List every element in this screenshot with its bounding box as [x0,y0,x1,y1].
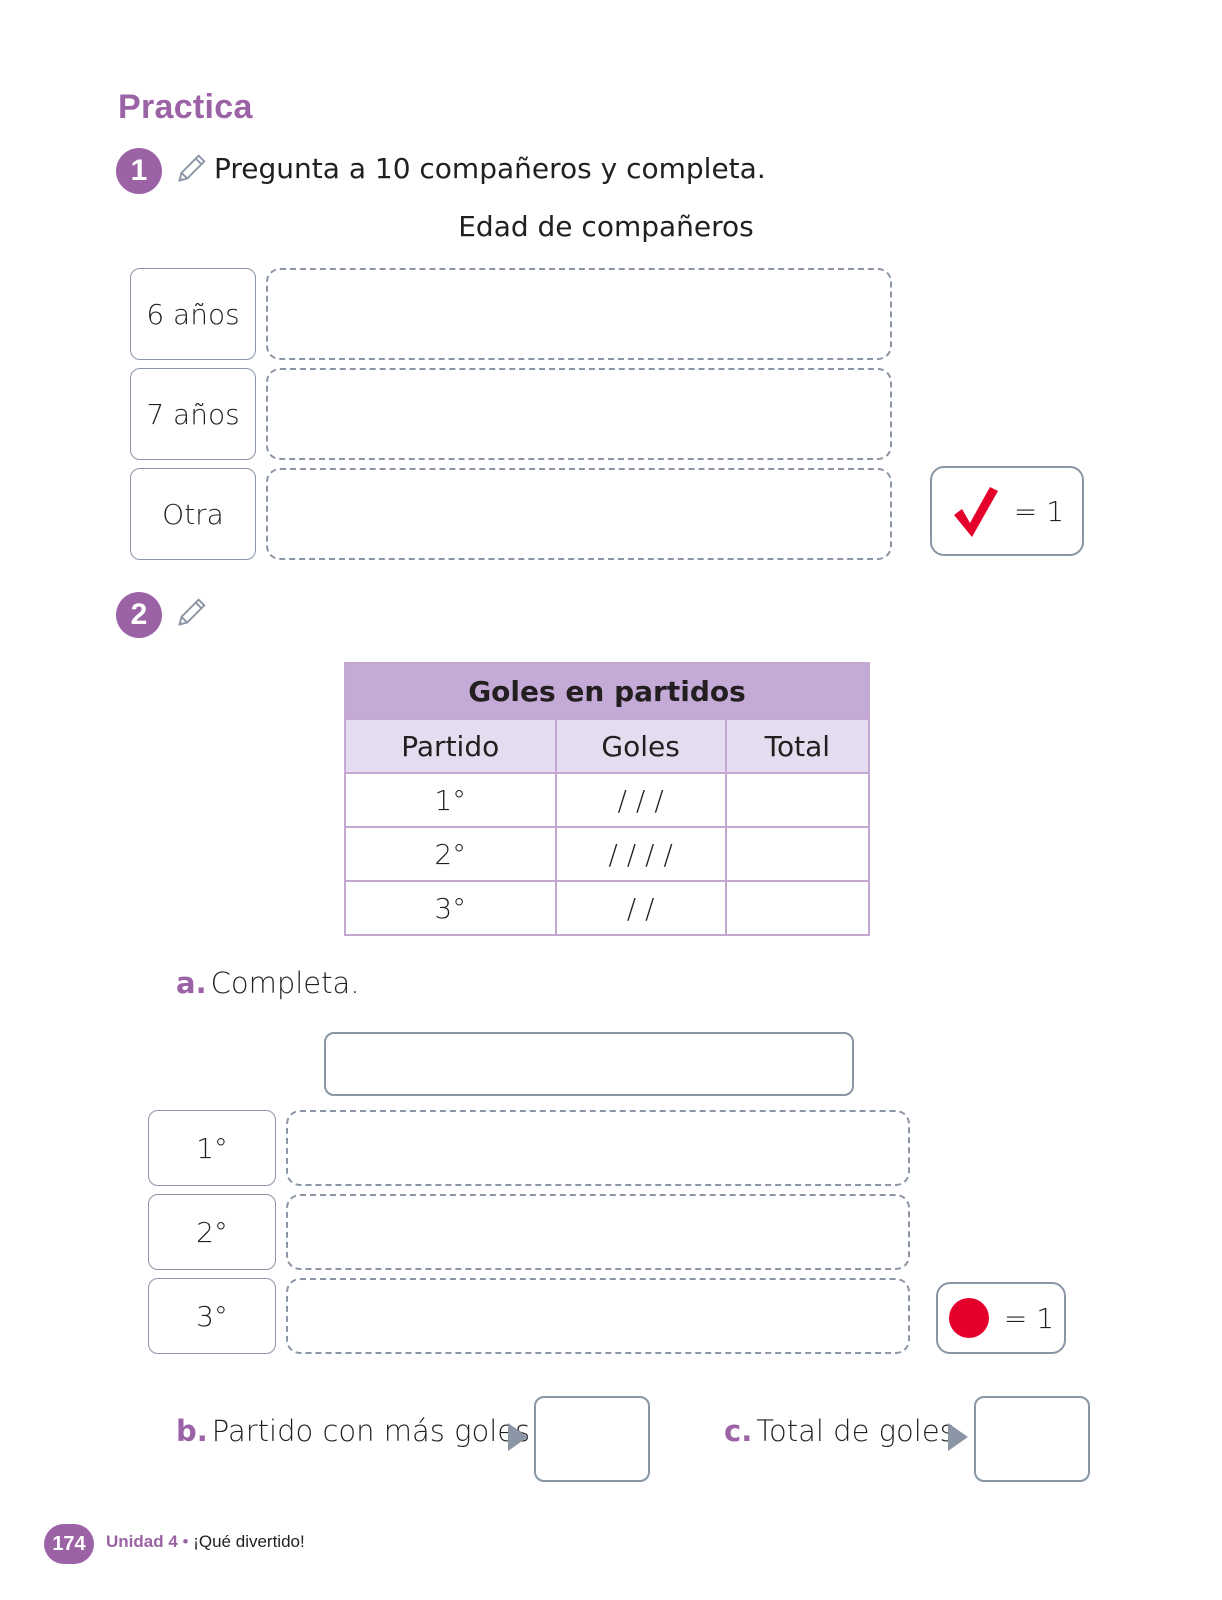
row-label-partido-3: 3° [148,1278,276,1354]
cell-goles: / / [556,881,726,935]
part-b [176,1414,530,1448]
chart-title: Edad de compañeros [458,210,754,243]
page-number-badge: 174 [44,1524,94,1564]
cell-total[interactable] [726,827,869,881]
part-c-answer-box[interactable] [974,1396,1090,1482]
part-b-text: Partido con más goles [211,1414,531,1448]
graph-area-partido-2[interactable] [286,1194,910,1270]
row-label-partido-1: 1° [148,1110,276,1186]
part-a [176,966,360,1000]
check-mark-icon [950,483,1000,539]
part-b-letter: b. [176,1414,208,1448]
activity-2-number: 2 [116,592,162,638]
column-header-goles: Goles [556,719,726,773]
check-legend [930,466,1084,556]
part-c-letter: c. [724,1414,753,1448]
arrow-right-icon [948,1423,968,1451]
cell-total[interactable] [726,881,869,935]
table-row [345,827,869,881]
table-title: Goles en partidos [345,663,869,719]
pencil-icon [172,594,210,632]
part-b-answer-box[interactable] [534,1396,650,1482]
red-dot-icon [948,1297,990,1339]
check-legend-value: = 1 [1013,494,1065,528]
section-title: Practica [118,88,253,126]
activity-1-instruction: Pregunta a 10 compañeros y completa. [214,152,766,185]
row-label-otra: Otra [130,468,256,560]
part-c-text: Total de goles [756,1414,955,1448]
footer-unit-title: ¡Qué divertido! [193,1532,305,1551]
tally-area-7-anos[interactable] [266,368,892,460]
part-a-text: Completa. [210,966,360,1000]
graph-area-partido-3[interactable] [286,1278,910,1354]
footer-separator: • [182,1532,189,1551]
dot-legend [936,1282,1066,1354]
tally-area-6-anos[interactable] [266,268,892,360]
part-c [724,1414,955,1448]
footer-unit: Unidad 4 [106,1532,178,1551]
cell-total[interactable] [726,773,869,827]
row-label-partido-2: 2° [148,1194,276,1270]
graph-title-input[interactable] [324,1032,854,1096]
cell-goles: / / / [556,773,726,827]
row-label-7-anos: 7 años [130,368,256,460]
cell-goles: / / / / [556,827,726,881]
cell-partido: 1° [345,773,556,827]
tally-area-otra[interactable] [266,468,892,560]
goles-table [344,662,870,936]
activity-1-number: 1 [116,148,162,194]
graph-area-partido-1[interactable] [286,1110,910,1186]
column-header-total: Total [726,719,869,773]
footer-unit-info [106,1532,305,1552]
dot-legend-value: = 1 [1003,1301,1055,1335]
row-label-6-anos: 6 años [130,268,256,360]
table-row [345,881,869,935]
cell-partido: 3° [345,881,556,935]
column-header-partido: Partido [345,719,556,773]
table-row [345,773,869,827]
cell-partido: 2° [345,827,556,881]
pencil-icon [172,150,210,188]
arrow-right-icon [508,1423,528,1451]
part-a-letter: a. [176,966,207,1000]
